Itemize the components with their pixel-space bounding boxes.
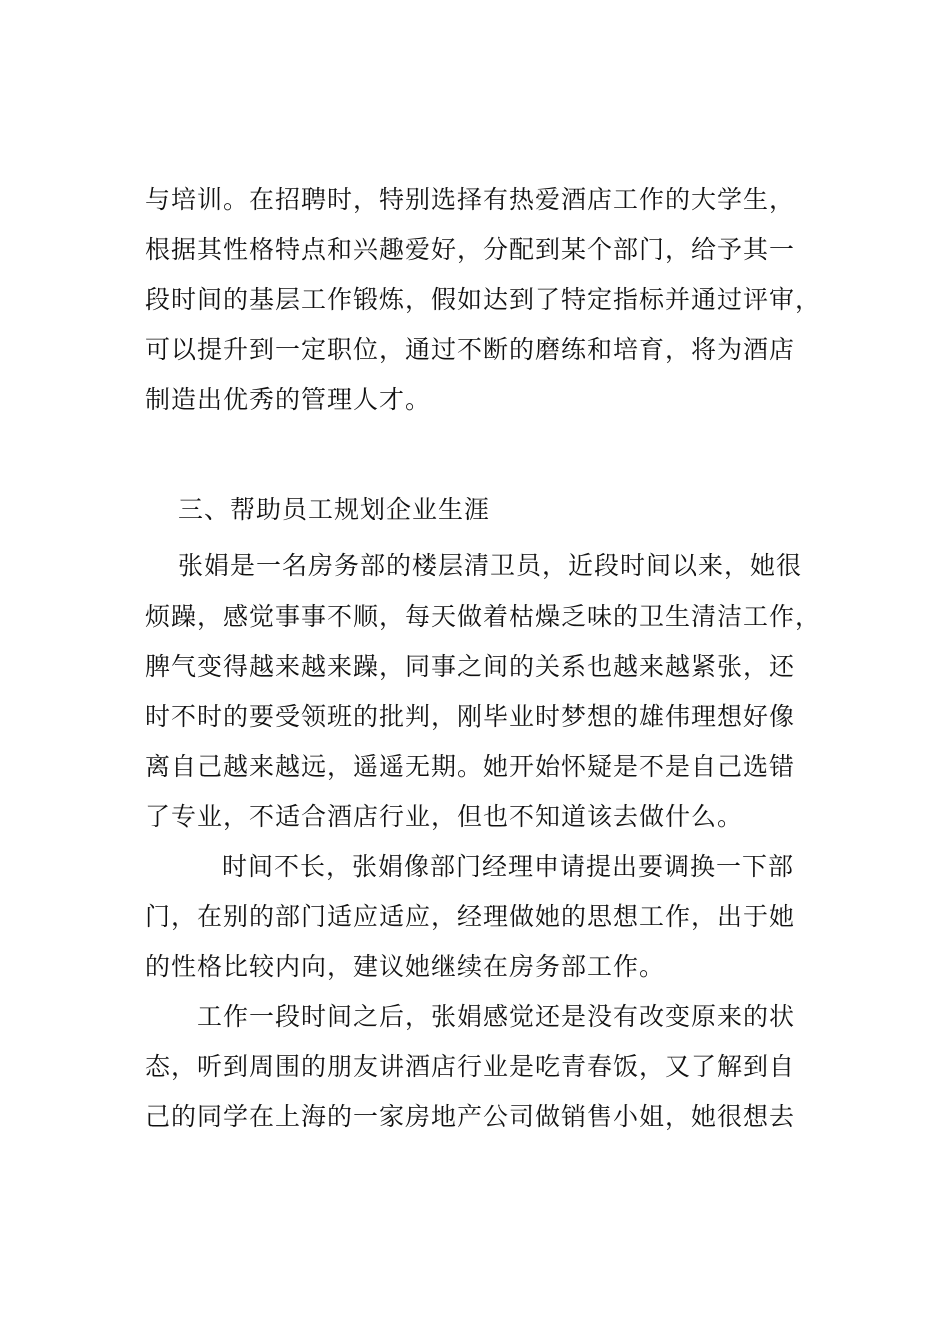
body-line: 了专业，不适合酒店行业，但也不知道该去做什么。 bbox=[145, 802, 744, 831]
body-line: 与培训。在招聘时，特别选择有热爱酒店工作的大学生， bbox=[145, 185, 796, 214]
body-line: 根据其性格特点和兴趣爱好，分配到某个部门，给予其一 bbox=[145, 235, 796, 264]
body-line: 制造出优秀的管理人才。 bbox=[145, 385, 432, 414]
body-line: 门，在别的部门适应适应，经理做她的思想工作，出于她 bbox=[145, 902, 796, 931]
body-line: 可以提升到一定职位，通过不断的磨练和培育，将为酒店 bbox=[145, 335, 796, 364]
body-line: 己的同学在上海的一家房地产公司做销售小姐，她很想去 bbox=[145, 1102, 796, 1131]
body-line: 时间不长，张娟像部门经理申请提出要调换一下部 bbox=[222, 852, 795, 881]
body-line: 离自己越来越远，遥遥无期。她开始怀疑是不是自己选错 bbox=[145, 752, 796, 781]
body-line: 时不时的要受领班的批判，刚毕业时梦想的雄伟理想好像 bbox=[145, 702, 796, 731]
body-line: 的性格比较内向，建议她继续在房务部工作。 bbox=[145, 952, 666, 981]
body-line: 段时间的基层工作锻炼，假如达到了特定指标并通过评审， bbox=[145, 285, 822, 314]
body-line: 工作一段时间之后，张娟感觉还是没有改变原来的状 bbox=[197, 1002, 796, 1031]
body-line: 烦躁，感觉事事不顺，每天做着枯燥乏味的卫生清洁工作， bbox=[145, 602, 822, 631]
body-line: 态，听到周围的朋友讲酒店行业是吃青春饭，又了解到自 bbox=[145, 1052, 796, 1081]
body-line: 脾气变得越来越来躁，同事之间的关系也越来越紧张，还 bbox=[145, 652, 796, 681]
body-line: 张娟是一名房务部的楼层清卫员，近段时间以来，她很 bbox=[178, 551, 803, 580]
section-heading: 三、帮助员工规划企业生涯 bbox=[178, 495, 491, 524]
